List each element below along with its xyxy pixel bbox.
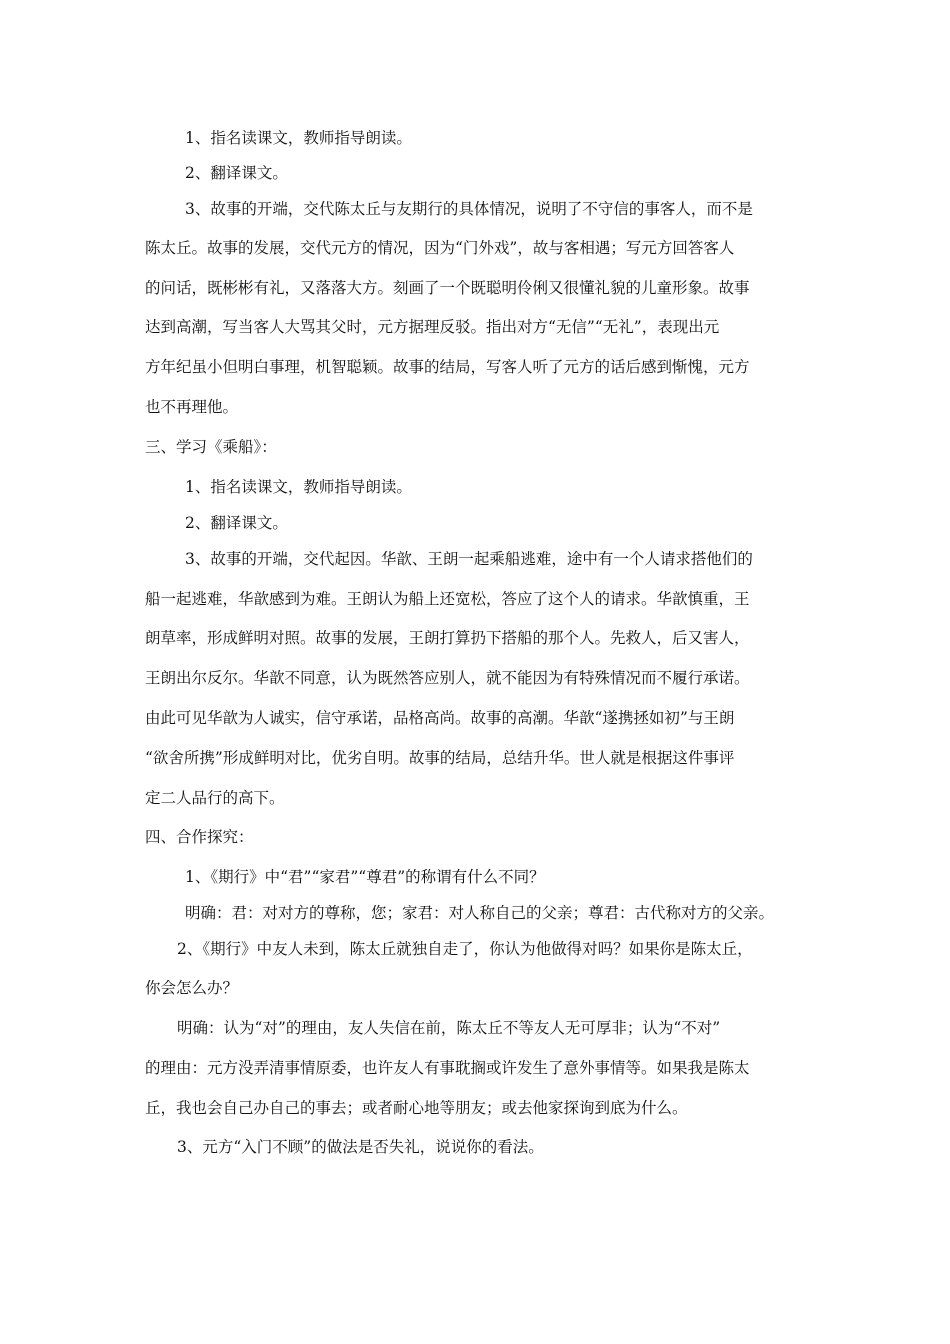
- section3-item3-line7: 定二人品行的高下。: [145, 789, 285, 807]
- section2-item3-line6: 也不再理他。: [145, 398, 239, 416]
- section3-item3-line1: 3、故事的开端，交代起因。华歆、王朗一起乘船逃难，途中有一个人请求搭他们的: [185, 550, 753, 568]
- section2-item3-line5: 方年纪虽小但明白事理，机智聪颖。故事的结局，写客人听了元方的话后感到惭愧，元方: [145, 358, 750, 376]
- section2-item3-line4: 达到高潮，写当客人大骂其父时，元方据理反驳。指出对方“无信”“无礼”，表现出元: [145, 318, 720, 336]
- section2-item2: 2、翻译课文。: [185, 164, 288, 182]
- section4-question3: 3、元方“入门不顾”的做法是否失礼，说说你的看法。: [177, 1138, 544, 1156]
- section4-question1: 1、《期行》中“君”“家君”“尊君”的称谓有什么不同？: [185, 868, 545, 886]
- section3-item2: 2、翻译课文。: [185, 514, 288, 532]
- section4-question2-line2: 你会怎么办？: [145, 979, 239, 997]
- section2-item3-line3: 的问话，既彬彬有礼，又落落大方。刻画了一个既聪明伶俐又很懂礼貌的儿童形象。故事: [145, 279, 750, 297]
- section3-item3-line6: “欲舍所携”形成鲜明对比，优劣自明。故事的结局，总结升华。世人就是根据这件事评: [145, 749, 735, 767]
- section4-answer2-line2: 的理由：元方没弄清事情原委，也许友人有事耽搁或许发生了意外事情等。如果我是陈太: [145, 1059, 750, 1077]
- section4-answer2-line3: 丘，我也会自己办自己的事去；或者耐心地等朋友；或去他家探询到底为什么。: [145, 1099, 688, 1117]
- section3-heading: 三、学习《乘船》：: [145, 438, 277, 456]
- section2-item1: 1、指名读课文，教师指导朗读。: [185, 129, 412, 147]
- section2-item3-line1: 3、故事的开端，交代陈太丘与友期行的具体情况，说明了不守信的事客人，而不是: [185, 200, 753, 218]
- section4-question2-line1: 2、《期行》中友人未到，陈太丘就独自走了，你认为他做得对吗？如果你是陈太丘，: [177, 940, 753, 958]
- section3-item3-line3: 朗草率，形成鲜明对照。故事的发展，王朗打算扔下搭船的那个人。先救人，后又害人，: [145, 629, 750, 647]
- section3-item1: 1、指名读课文，教师指导朗读。: [185, 478, 412, 496]
- section3-item3-line4: 王朗出尔反尔。华歆不同意，认为既然答应别人，就不能因为有特殊情况而不履行承诺。: [145, 669, 750, 687]
- section2-item3-line2: 陈太丘。故事的发展，交代元方的情况，因为“门外戏”，故与客相遇；写元方回答客人: [145, 239, 735, 257]
- section3-item3-line5: 由此可见华歆为人诚实，信守承诺，品格高尚。故事的高潮。华歆“遂携拯如初”与王朗: [145, 709, 735, 727]
- section4-answer1: 明确：君：对对方的尊称，您；家君：对人称自己的父亲；尊君：古代称对方的父亲。: [185, 904, 775, 922]
- section4-answer2-line1: 明确：认为“对”的理由，友人失信在前，陈太丘不等友人无可厚非；认为“不对”: [177, 1019, 721, 1037]
- section4-heading: 四、合作探究：: [145, 828, 254, 846]
- section3-item3-line2: 船一起逃难，华歆感到为难。王朗认为船上还宽松，答应了这个人的请求。华歆慎重，王: [145, 590, 750, 608]
